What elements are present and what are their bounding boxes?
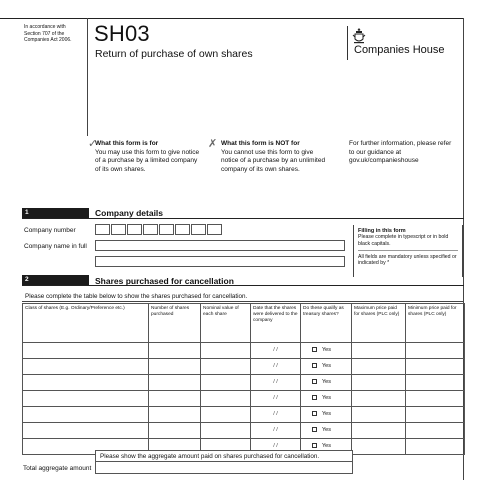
treasury-checkbox[interactable] xyxy=(312,347,317,352)
section2-rule xyxy=(22,285,464,286)
legal-reference: In accordance with Section 707 of the Companies Act 2006. xyxy=(24,24,72,43)
company-name-label: Company name in full xyxy=(24,243,87,250)
filling-divider xyxy=(358,250,458,251)
nominal-value-cell[interactable] xyxy=(201,423,251,439)
treasury-yes-label: Yes xyxy=(322,379,331,385)
number-purchased-cell[interactable] xyxy=(149,343,201,359)
min-price-cell[interactable] xyxy=(406,391,465,407)
section1-number: 1 xyxy=(22,208,89,218)
info-not-for xyxy=(221,140,329,174)
aggregate-note: Please show the aggregate amount paid on shares purchased for cancellation. xyxy=(95,450,353,461)
treasury-yes-label: Yes xyxy=(322,347,331,353)
date-delivered-cell[interactable]: / / xyxy=(251,439,301,455)
company-number-digit-6[interactable] xyxy=(175,224,190,235)
section2-title: Shares purchased for cancellation xyxy=(95,276,234,286)
min-price-cell[interactable] xyxy=(406,343,465,359)
filling-title: Filling in this form xyxy=(358,228,406,234)
info-not-for-title: What this form is NOT for xyxy=(221,140,300,147)
class-of-shares-cell[interactable] xyxy=(23,359,149,375)
treasury-cell[interactable] xyxy=(301,407,352,423)
royal-crest-icon xyxy=(352,27,366,45)
tick-icon: ✓ xyxy=(88,138,98,150)
class-of-shares-cell[interactable] xyxy=(23,423,149,439)
number-purchased-cell[interactable] xyxy=(149,359,201,375)
table-row xyxy=(23,359,465,375)
class-of-shares-cell[interactable] xyxy=(23,407,149,423)
col-date-delivered: Date that the shares were delivered to the company xyxy=(251,304,301,343)
col-class-of-shares: Class of shares (E.g. Ordinary/Preference etc.) xyxy=(23,304,149,343)
min-price-cell[interactable] xyxy=(406,375,465,391)
section1-rule xyxy=(22,218,464,219)
treasury-yes-label: Yes xyxy=(322,363,331,369)
min-price-cell[interactable] xyxy=(406,359,465,375)
nominal-value-cell[interactable] xyxy=(201,391,251,407)
min-price-cell[interactable] xyxy=(406,407,465,423)
company-number-label: Company number xyxy=(24,227,76,234)
max-price-cell[interactable] xyxy=(352,407,406,423)
date-delivered-cell[interactable]: / / xyxy=(251,391,301,407)
min-price-cell[interactable] xyxy=(406,423,465,439)
section1-title: Company details xyxy=(95,208,164,218)
info-for-body: You may use this form to give notice of a purchase by a limited company of its own shares. xyxy=(95,148,200,173)
brand-divider xyxy=(347,26,348,60)
date-delivered-cell[interactable]: / / xyxy=(251,407,301,423)
treasury-checkbox[interactable] xyxy=(312,443,317,448)
treasury-cell[interactable] xyxy=(301,359,352,375)
header-rule xyxy=(0,18,464,19)
header-divider xyxy=(87,18,88,136)
treasury-yes-label: Yes xyxy=(322,411,331,417)
class-of-shares-cell[interactable] xyxy=(23,343,149,359)
filling-mandatory: All fields are mandatory unless specified or indicated by * xyxy=(358,253,457,267)
treasury-checkbox[interactable] xyxy=(312,363,317,368)
info-further: For further information, please refer to our guidance at gov.uk/companieshouse xyxy=(349,140,452,164)
company-number-digit-1[interactable] xyxy=(95,224,110,235)
treasury-checkbox[interactable] xyxy=(312,427,317,432)
company-number-digit-8[interactable] xyxy=(207,224,222,235)
table-row xyxy=(23,343,465,359)
company-name-field[interactable] xyxy=(95,240,345,251)
info-for-title: What this form is for xyxy=(95,140,159,147)
treasury-yes-label: Yes xyxy=(322,395,331,401)
nominal-value-cell[interactable] xyxy=(201,343,251,359)
aggregate-amount-field[interactable] xyxy=(95,461,353,474)
table-row xyxy=(23,391,465,407)
table-row xyxy=(23,375,465,391)
class-of-shares-cell[interactable] xyxy=(23,375,149,391)
number-purchased-cell[interactable] xyxy=(149,391,201,407)
treasury-cell[interactable] xyxy=(301,423,352,439)
max-price-cell[interactable] xyxy=(352,343,406,359)
company-name-field-line2[interactable] xyxy=(95,256,345,267)
nominal-value-cell[interactable] xyxy=(201,407,251,423)
section2-instruction: Please complete the table below to show the shares purchased for cancellation. xyxy=(22,291,464,302)
aggregate-label: Total aggregate amount xyxy=(23,465,92,472)
col-nominal-value: Nominal value of each share xyxy=(201,304,251,343)
filling-text: Please complete in typescript or in bold black capitals. xyxy=(358,234,449,247)
shares-table-header xyxy=(23,304,465,343)
treasury-cell[interactable] xyxy=(301,375,352,391)
treasury-checkbox[interactable] xyxy=(312,395,317,400)
max-price-cell[interactable] xyxy=(352,359,406,375)
col-number-purchased: Number of shares purchased xyxy=(149,304,201,343)
date-delivered-cell[interactable]: / / xyxy=(251,359,301,375)
max-price-cell[interactable] xyxy=(352,439,406,455)
class-of-shares-cell[interactable] xyxy=(23,391,149,407)
nominal-value-cell[interactable] xyxy=(201,359,251,375)
shares-table xyxy=(22,303,465,455)
brand-name: Companies House xyxy=(354,44,445,56)
cross-icon: ✗ xyxy=(208,138,218,150)
company-number-digit-2[interactable] xyxy=(111,224,126,235)
info-for xyxy=(95,140,200,174)
info-not-for-body: You cannot use this form to give notice of a purchase by an unlimited company of its own shares. xyxy=(221,148,326,173)
treasury-cell[interactable] xyxy=(301,391,352,407)
col-min-price: Minimum price paid for shares (PLC only) xyxy=(406,304,465,343)
table-row xyxy=(23,423,465,439)
company-number-digit-5[interactable] xyxy=(159,224,174,235)
company-number-digit-3[interactable] xyxy=(127,224,142,235)
max-price-cell[interactable] xyxy=(352,375,406,391)
min-price-cell[interactable] xyxy=(406,439,465,455)
nominal-value-cell[interactable] xyxy=(201,375,251,391)
form-code: SH03 xyxy=(94,21,150,46)
treasury-yes-label: Yes xyxy=(322,443,331,449)
col-max-price: Maximum price paid for shares (PLC only) xyxy=(352,304,406,343)
max-price-cell[interactable] xyxy=(352,391,406,407)
filling-guidance xyxy=(353,225,463,277)
company-number-digit-4[interactable] xyxy=(143,224,158,235)
number-purchased-cell[interactable] xyxy=(149,407,201,423)
date-delivered-cell[interactable]: / / xyxy=(251,343,301,359)
date-delivered-cell[interactable]: / / xyxy=(251,423,301,439)
treasury-yes-label: Yes xyxy=(322,427,331,433)
company-number-digit-7[interactable] xyxy=(191,224,206,235)
section2-number: 2 xyxy=(22,275,89,285)
treasury-cell[interactable] xyxy=(301,343,352,359)
form-title: Return of purchase of own shares xyxy=(95,48,253,60)
max-price-cell[interactable] xyxy=(352,423,406,439)
number-purchased-cell[interactable] xyxy=(149,423,201,439)
col-treasury: Do these qualify as treasury shares? xyxy=(301,304,352,343)
treasury-checkbox[interactable] xyxy=(312,411,317,416)
number-purchased-cell[interactable] xyxy=(149,375,201,391)
table-row xyxy=(23,407,465,423)
treasury-checkbox[interactable] xyxy=(312,379,317,384)
date-delivered-cell[interactable]: / / xyxy=(251,375,301,391)
